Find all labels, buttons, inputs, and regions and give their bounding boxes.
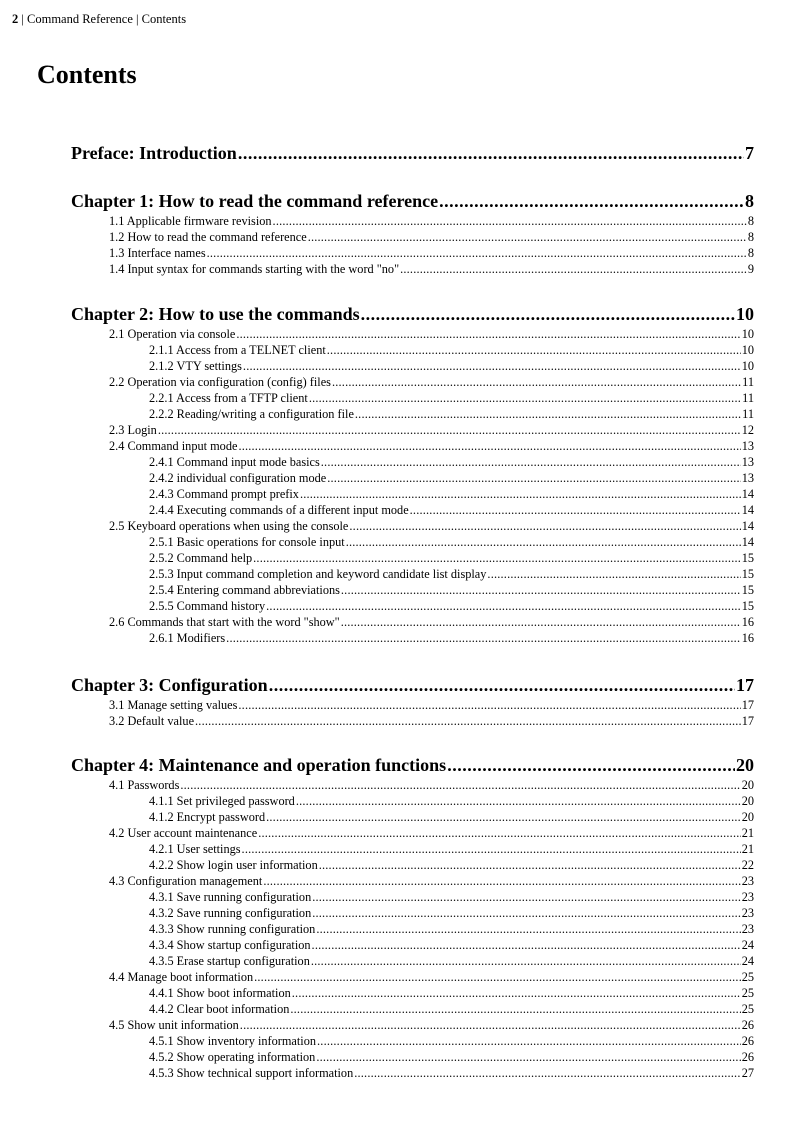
dot-leader xyxy=(207,245,747,261)
toc-chapter-heading[interactable] xyxy=(71,753,754,777)
toc-entry-title: 4.2 User account maintenance xyxy=(109,826,258,840)
dot-leader xyxy=(332,374,741,390)
toc-entry-page: 25 xyxy=(741,986,754,1000)
toc-entry[interactable] xyxy=(71,793,754,809)
toc-entry-page: 13 xyxy=(741,471,754,485)
toc-entry-page: 11 xyxy=(742,391,754,405)
toc-entry[interactable] xyxy=(71,582,754,598)
dot-leader xyxy=(254,969,741,985)
dot-leader xyxy=(300,486,741,502)
toc-entry-title: 2.1.2 VTY settings xyxy=(149,359,242,373)
dot-leader xyxy=(195,713,741,729)
toc-entry[interactable] xyxy=(71,1001,754,1017)
toc-entry[interactable] xyxy=(71,985,754,1001)
dot-leader xyxy=(321,454,741,470)
toc-chapter-heading[interactable] xyxy=(71,302,754,326)
toc-entry-page: 15 xyxy=(741,599,754,613)
toc-entry-title: 4.3.5 Erase startup configuration xyxy=(149,954,310,968)
toc-entry-page: 26 xyxy=(741,1050,754,1064)
dot-leader xyxy=(410,502,741,518)
toc-entry-title: 1.2 How to read the command reference xyxy=(109,230,307,244)
toc-entry[interactable] xyxy=(71,518,754,534)
toc-entry[interactable] xyxy=(71,969,754,985)
toc-entry-title: 2.4.2 individual configuration mode xyxy=(149,471,327,485)
toc-entry-title: 2.5.3 Input command completion and keyword candidate list display xyxy=(149,567,487,581)
dot-leader xyxy=(309,390,741,406)
toc-entry-title: 4.5 Show unit information xyxy=(109,1018,239,1032)
toc-entry[interactable] xyxy=(71,1049,754,1065)
dot-leader xyxy=(266,809,741,825)
toc-entry-title: Chapter 1: How to read the command reference xyxy=(71,191,439,211)
toc-entry-title: 2.6 Commands that start with the word "show" xyxy=(109,615,340,629)
dot-leader xyxy=(316,921,740,937)
toc-entry[interactable] xyxy=(71,614,754,630)
toc-entry-title: 4.5.2 Show operating information xyxy=(149,1050,316,1064)
toc-entry-page: 20 xyxy=(741,810,754,824)
toc-entry-page: 26 xyxy=(741,1018,754,1032)
toc-entry-page: 26 xyxy=(741,1034,754,1048)
toc-entry-title: 2.2.2 Reading/writing a configuration file xyxy=(149,407,354,421)
toc-entry[interactable] xyxy=(71,486,754,502)
dot-leader xyxy=(243,358,741,374)
header-breadcrumb: | Command Reference | Contents xyxy=(21,12,187,26)
header-page-number: 2 xyxy=(12,12,19,26)
dot-leader xyxy=(355,406,741,422)
toc-entry[interactable] xyxy=(71,438,754,454)
dot-leader xyxy=(312,937,741,953)
dot-leader xyxy=(354,1065,740,1081)
toc-entry-title: Chapter 3: Configuration xyxy=(71,675,268,695)
dot-leader xyxy=(158,422,741,438)
dot-leader xyxy=(238,697,740,713)
toc-entry[interactable] xyxy=(71,873,754,889)
toc-entry-title: 2.5.1 Basic operations for console input xyxy=(149,535,345,549)
toc-entry-page: 13 xyxy=(741,439,754,453)
toc-section xyxy=(71,753,754,1081)
dot-leader xyxy=(236,326,740,342)
dot-leader xyxy=(439,189,744,213)
dot-leader xyxy=(238,438,740,454)
dot-leader xyxy=(296,793,741,809)
toc-entry-page: 17 xyxy=(741,698,754,712)
dot-leader xyxy=(361,302,735,326)
dot-leader xyxy=(242,841,741,857)
toc-entry-title: 2.5.4 Entering command abbreviations xyxy=(149,583,340,597)
toc-entry-page: 23 xyxy=(741,874,754,888)
toc-entry-title: 2.1 Operation via console xyxy=(109,327,236,341)
toc-entry-page: 22 xyxy=(741,858,754,872)
dot-leader xyxy=(266,598,741,614)
toc-entry-page: 14 xyxy=(741,503,754,517)
toc-entry[interactable] xyxy=(71,921,754,937)
toc-entry[interactable] xyxy=(71,1033,754,1049)
toc-entry[interactable] xyxy=(71,470,754,486)
toc-entry[interactable] xyxy=(71,390,754,406)
page-header xyxy=(12,12,186,27)
toc-entry-page: 23 xyxy=(741,906,754,920)
toc-entry[interactable] xyxy=(71,825,754,841)
toc-entry-title: 4.3.1 Save running configuration xyxy=(149,890,312,904)
dot-leader xyxy=(292,985,741,1001)
toc-entry-page: 9 xyxy=(747,262,754,276)
toc-entry-page: 24 xyxy=(741,938,754,952)
toc-entry-page: 14 xyxy=(741,487,754,501)
toc-entry-page: 23 xyxy=(741,890,754,904)
toc-entry[interactable] xyxy=(71,342,754,358)
toc-entry-title: 4.4.1 Show boot information xyxy=(149,986,291,1000)
toc-entry[interactable] xyxy=(71,598,754,614)
dot-leader xyxy=(317,1033,741,1049)
toc-entry[interactable] xyxy=(71,1065,754,1081)
toc-entry-title: 2.4.3 Command prompt prefix xyxy=(149,487,299,501)
toc-entry-page: 25 xyxy=(741,1002,754,1016)
toc-entry-page: 23 xyxy=(741,922,754,936)
toc-entry[interactable] xyxy=(71,809,754,825)
toc-entry[interactable] xyxy=(71,422,754,438)
toc-entry-title: 3.1 Manage setting values xyxy=(109,698,238,712)
toc-entry-title: 4.5.3 Show technical support information xyxy=(149,1066,354,1080)
toc-entry-title: 2.4.4 Executing commands of a different input mode xyxy=(149,503,409,517)
toc-entry-page: 27 xyxy=(741,1066,754,1080)
toc-entry-page: 7 xyxy=(745,143,754,163)
toc-entry-title: 4.3.2 Save running configuration xyxy=(149,906,312,920)
dot-leader xyxy=(316,1049,740,1065)
toc-entry-title: 4.5.1 Show inventory information xyxy=(149,1034,317,1048)
toc-entry[interactable] xyxy=(71,713,754,729)
dot-leader xyxy=(327,342,741,358)
toc-entry[interactable] xyxy=(71,841,754,857)
toc-section xyxy=(71,141,754,165)
toc-entry-title: 2.5.2 Command help xyxy=(149,551,253,565)
toc-section xyxy=(71,302,754,646)
toc-entry-page: 10 xyxy=(741,343,754,357)
toc-entry-title: Chapter 4: Maintenance and operation functions xyxy=(71,755,447,775)
toc-entry-title: 4.1.1 Set privileged password xyxy=(149,794,295,808)
dot-leader xyxy=(311,953,741,969)
toc-entry[interactable] xyxy=(71,358,754,374)
toc-entry[interactable] xyxy=(71,326,754,342)
toc-entry-title: 1.1 Applicable firmware revision xyxy=(109,214,272,228)
dot-leader xyxy=(240,1017,741,1033)
toc-entry-title: 4.4.2 Clear boot information xyxy=(149,1002,290,1016)
dot-leader xyxy=(341,614,741,630)
toc-entry-page: 8 xyxy=(747,214,754,228)
dot-leader xyxy=(273,213,747,229)
toc-entry-title: Chapter 2: How to use the commands xyxy=(71,304,360,324)
toc-entry[interactable] xyxy=(71,406,754,422)
toc-section xyxy=(71,189,754,277)
dot-leader xyxy=(269,673,735,697)
toc-entry-title: 4.3.3 Show running configuration xyxy=(149,922,316,936)
toc-entry[interactable] xyxy=(71,261,754,277)
dot-leader xyxy=(263,873,740,889)
toc-entry[interactable] xyxy=(71,213,754,229)
dot-leader xyxy=(258,825,741,841)
toc-entry-page: 11 xyxy=(742,407,754,421)
toc-entry-page: 21 xyxy=(741,826,754,840)
dot-leader xyxy=(327,470,740,486)
toc-entry[interactable] xyxy=(71,566,754,582)
toc-entry-page: 10 xyxy=(741,327,754,341)
toc-entry-title: 2.2.1 Access from a TFTP client xyxy=(149,391,308,405)
toc-entry[interactable] xyxy=(71,953,754,969)
toc-entry-title: 3.2 Default value xyxy=(109,714,195,728)
toc-entry-page: 14 xyxy=(741,519,754,533)
toc-entry-page: 21 xyxy=(741,842,754,856)
toc-entry-page: 11 xyxy=(742,375,754,389)
toc-entry[interactable] xyxy=(71,374,754,390)
toc-entry[interactable] xyxy=(71,857,754,873)
toc-entry-page: 20 xyxy=(741,778,754,792)
toc-entry-page: 24 xyxy=(741,954,754,968)
toc-entry-page: 20 xyxy=(736,755,754,775)
toc-entry-page: 17 xyxy=(736,675,754,695)
toc-entry[interactable] xyxy=(71,550,754,566)
toc-entry-page: 13 xyxy=(741,455,754,469)
dot-leader xyxy=(319,857,741,873)
toc-entry-page: 15 xyxy=(741,567,754,581)
toc-chapter-heading[interactable] xyxy=(71,189,754,213)
toc-entry[interactable] xyxy=(71,889,754,905)
toc-entry-title: 2.5 Keyboard operations when using the console xyxy=(109,519,349,533)
dot-leader xyxy=(290,1001,740,1017)
toc-entry[interactable] xyxy=(71,777,754,793)
toc-entry-title: 4.2.2 Show login user information xyxy=(149,858,318,872)
toc-entry[interactable] xyxy=(71,905,754,921)
dot-leader xyxy=(346,534,741,550)
toc-entry-page: 8 xyxy=(747,246,754,260)
dot-leader xyxy=(400,261,747,277)
dot-leader xyxy=(312,889,740,905)
toc-entry-title: 4.3.4 Show startup configuration xyxy=(149,938,311,952)
dot-leader xyxy=(226,630,741,646)
toc-entry[interactable] xyxy=(71,229,754,245)
toc-entry-title: 4.1 Passwords xyxy=(109,778,180,792)
toc-entry-page: 15 xyxy=(741,583,754,597)
dot-leader xyxy=(447,753,735,777)
toc-entry[interactable] xyxy=(71,937,754,953)
toc-entry-page: 12 xyxy=(741,423,754,437)
dot-leader xyxy=(312,905,740,921)
toc-entry-page: 10 xyxy=(736,304,754,324)
toc-entry-title: 4.4 Manage boot information xyxy=(109,970,254,984)
toc-entry[interactable] xyxy=(71,534,754,550)
toc-entry-page: 8 xyxy=(747,230,754,244)
toc-chapter-heading[interactable] xyxy=(71,673,754,697)
toc-entry-title: 2.2 Operation via configuration (config) files xyxy=(109,375,331,389)
dot-leader xyxy=(349,518,740,534)
toc-entry-page: 15 xyxy=(741,551,754,565)
toc-entry-page: 10 xyxy=(741,359,754,373)
toc-chapter-heading[interactable] xyxy=(71,141,754,165)
dot-leader xyxy=(238,141,744,165)
toc-entry[interactable] xyxy=(71,1017,754,1033)
toc-entry-page: 16 xyxy=(741,631,754,645)
toc-entry[interactable] xyxy=(71,502,754,518)
toc-entry-title: Preface: Introduction xyxy=(71,143,237,163)
dot-leader xyxy=(253,550,741,566)
toc-entry-title: 1.4 Input syntax for commands starting with the word "no" xyxy=(109,262,400,276)
toc-entry-page: 14 xyxy=(741,535,754,549)
toc-entry-title: 2.6.1 Modifiers xyxy=(149,631,226,645)
dot-leader xyxy=(487,566,740,582)
toc-entry-title: 2.4.1 Command input mode basics xyxy=(149,455,320,469)
toc-entry-page: 8 xyxy=(745,191,754,211)
toc-entry[interactable] xyxy=(71,454,754,470)
toc-entry-title: 1.3 Interface names xyxy=(109,246,206,260)
toc-entry-title: 2.4 Command input mode xyxy=(109,439,238,453)
toc-entry-title: 4.1.2 Encrypt password xyxy=(149,810,266,824)
toc-entry-title: 2.5.5 Command history xyxy=(149,599,266,613)
toc-entry-page: 16 xyxy=(741,615,754,629)
toc-entry[interactable] xyxy=(71,630,754,646)
page-title: Contents xyxy=(37,60,137,89)
dot-leader xyxy=(308,229,747,245)
toc-entry-page: 17 xyxy=(741,714,754,728)
toc-entry-page: 25 xyxy=(741,970,754,984)
toc-entry[interactable] xyxy=(71,697,754,713)
toc-entry[interactable] xyxy=(71,245,754,261)
dot-leader xyxy=(180,777,740,793)
toc-entry-title: 4.2.1 User settings xyxy=(149,842,241,856)
toc-entry-page: 20 xyxy=(741,794,754,808)
toc-section xyxy=(71,673,754,729)
toc-entry-title: 2.3 Login xyxy=(109,423,157,437)
toc-entry-title: 2.1.1 Access from a TELNET client xyxy=(149,343,326,357)
toc-entry-title: 4.3 Configuration management xyxy=(109,874,263,888)
dot-leader xyxy=(341,582,741,598)
